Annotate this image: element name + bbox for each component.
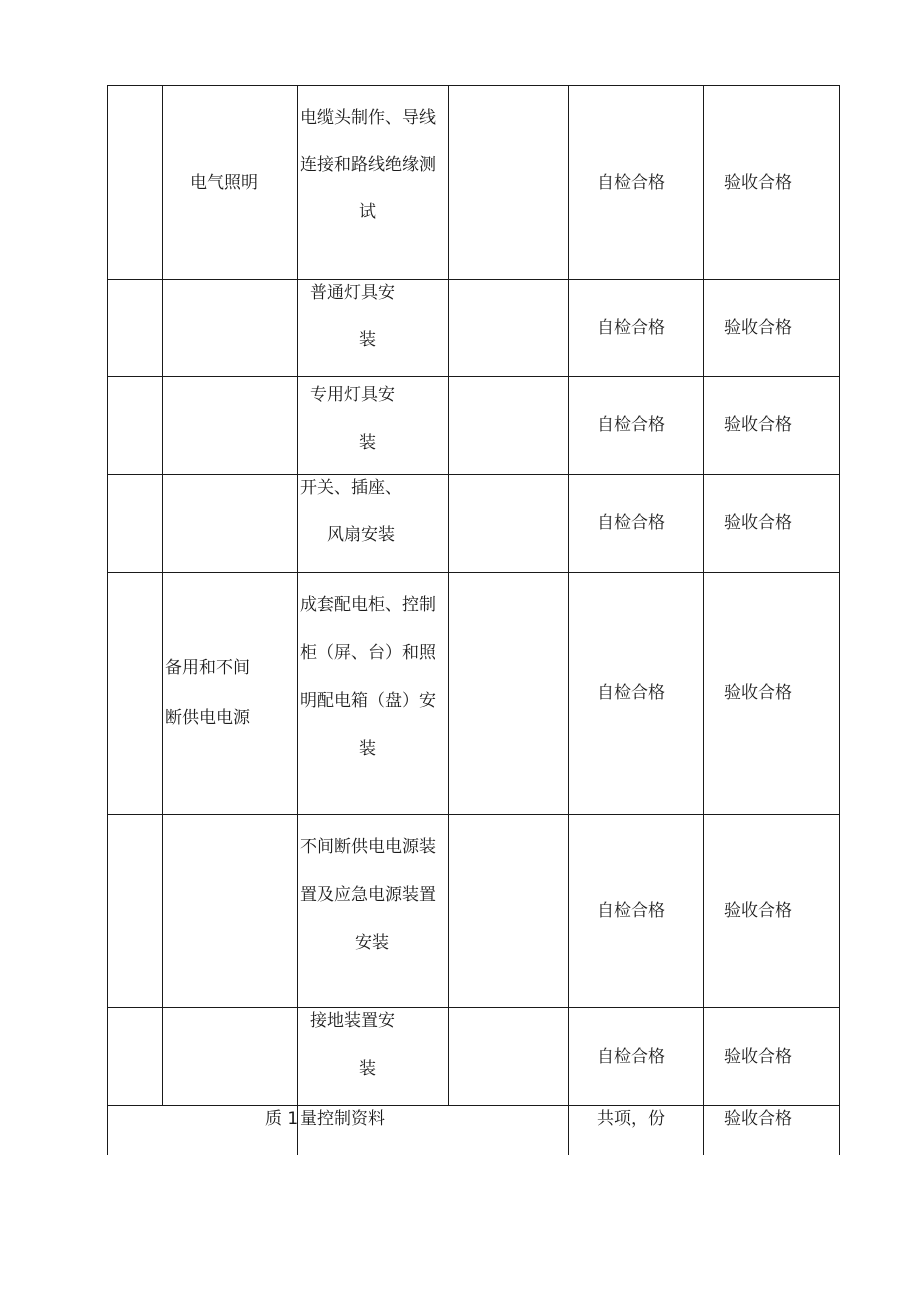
item-line: 开关、插座、 <box>300 478 402 498</box>
item-line: 装 <box>359 330 376 350</box>
footer-label-left: 质 1 <box>265 1109 299 1129</box>
item-line: 成套配电柜、控制 <box>300 595 436 615</box>
row-divider <box>107 279 840 280</box>
item-line: 接地装置安 <box>310 1011 395 1031</box>
column-divider <box>448 85 449 1105</box>
self-check-cell: 自检合格 <box>597 415 665 435</box>
item-line: 普通灯具安 <box>310 283 395 303</box>
column-divider <box>162 85 163 1105</box>
footer-acceptance: 验收合格 <box>724 1109 792 1129</box>
item-line: 连接和路线绝缘测 <box>300 155 436 175</box>
acceptance-cell: 验收合格 <box>724 901 792 921</box>
row-divider <box>107 1105 840 1106</box>
acceptance-cell: 验收合格 <box>724 1047 792 1067</box>
item-line: 电缆头制作、导线 <box>300 108 436 128</box>
self-check-cell: 自检合格 <box>597 683 665 703</box>
item-line: 明配电箱（盘）安 <box>300 691 436 711</box>
column-divider <box>703 85 704 1155</box>
self-check-cell: 自检合格 <box>597 318 665 338</box>
item-line: 装 <box>359 1059 376 1079</box>
item-line: 置及应急电源装置 <box>300 885 436 905</box>
column-divider <box>568 85 569 1155</box>
item-line: 装 <box>359 739 376 759</box>
footer-label-right: 量控制资料 <box>300 1109 385 1129</box>
self-check-cell: 自检合格 <box>597 173 665 193</box>
category-line: 备用和不间 <box>165 658 250 678</box>
acceptance-cell: 验收合格 <box>724 513 792 533</box>
row-divider <box>107 572 840 573</box>
category-line: 断供电电源 <box>165 708 250 728</box>
acceptance-cell: 验收合格 <box>724 318 792 338</box>
footer-count: 共项，份 <box>597 1109 665 1129</box>
acceptance-cell: 验收合格 <box>724 173 792 193</box>
acceptance-cell: 验收合格 <box>724 415 792 435</box>
row-divider <box>107 474 840 475</box>
row-divider <box>107 814 840 815</box>
column-divider <box>297 85 298 1155</box>
self-check-cell: 自检合格 <box>597 1047 665 1067</box>
table-border-left <box>107 85 108 1155</box>
self-check-cell: 自检合格 <box>597 901 665 921</box>
self-check-cell: 自检合格 <box>597 513 665 533</box>
item-line: 装 <box>359 433 376 453</box>
row-divider <box>107 376 840 377</box>
item-line: 安装 <box>355 933 389 953</box>
table-border-right <box>839 85 840 1155</box>
acceptance-cell: 验收合格 <box>724 683 792 703</box>
item-line: 柜（屏、台）和照 <box>300 643 436 663</box>
item-line: 专用灯具安 <box>310 385 395 405</box>
item-line: 风扇安装 <box>327 525 395 545</box>
table-border-top <box>107 85 840 86</box>
category-cell: 电气照明 <box>190 173 258 193</box>
item-line: 不间断供电电源装 <box>300 837 436 857</box>
row-divider <box>107 1007 840 1008</box>
item-line: 试 <box>359 202 376 222</box>
